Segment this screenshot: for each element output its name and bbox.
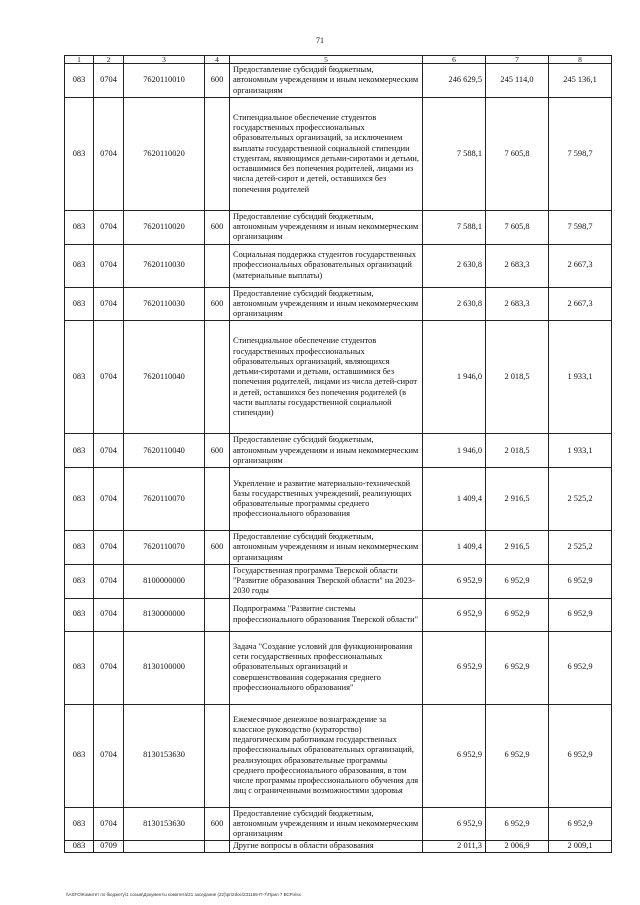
admin-code-cell: 083: [65, 704, 94, 807]
amount-cell-col7: 6 952,9: [486, 704, 549, 807]
amount-cell-col8: 1 933,1: [549, 321, 612, 434]
admin-code-cell: 083: [65, 807, 94, 841]
admin-code-cell: 083: [65, 321, 94, 434]
table-row: [65, 434, 612, 468]
amount-cell-col7: 2 916,5: [486, 468, 549, 531]
target-article-cell: [124, 841, 205, 852]
table-row: [65, 598, 612, 631]
amount-cell-col6: 2 011,3: [423, 841, 486, 852]
target-article-cell: 8130153630: [124, 704, 205, 807]
admin-code-cell: 083: [65, 64, 94, 98]
column-header: 1: [65, 56, 94, 64]
section-code-cell: 0704: [94, 468, 124, 531]
target-article-cell: 8130100000: [124, 631, 205, 704]
item-name-cell: Стипендиальное обеспечение студентов государственных профессиональных образовательных организаций, за исключением выплаты государственной социальной стипендии студентам, являющимся детьми-сиротами и детьми, оставшимися без попечения родителей, лицами из числа детей-сирот и детей, оставшихся без попечения родителей: [230, 97, 423, 210]
target-article-cell: 7620110030: [124, 244, 205, 287]
amount-cell-col7: 7 605,8: [486, 97, 549, 210]
page-number: 71: [316, 36, 324, 45]
amount-cell-col6: 1 409,4: [423, 468, 486, 531]
expense-type-cell: [205, 321, 230, 434]
section-code-cell: 0704: [94, 97, 124, 210]
item-name-cell: Ежемесячное денежное вознаграждение за классное руководство (кураторство) педагогическим работникам государственных профессиональных образовательных организаций, реализующих образовательные программы среднего профессионального образования, в том числе программы профессионального обучения для лиц с ограниченными возможностями здоровья: [230, 704, 423, 807]
item-name-cell: Предоставление субсидий бюджетным, автономным учреждениям и иным некоммерческим организациям: [230, 434, 423, 468]
file-path-footer: \\ASFO\Комитет по бюджету\1 созыв\Документы комитета\21 заседание (22)\pr\2doc\231165-П-7\Прил 7 ВСР.xlsx: [66, 892, 301, 897]
table-row: [65, 531, 612, 565]
amount-cell-col8: 6 952,9: [549, 631, 612, 704]
section-code-cell: 0704: [94, 598, 124, 631]
amount-cell-col6: 6 952,9: [423, 807, 486, 841]
section-code-cell: 0704: [94, 807, 124, 841]
table-header-row: [65, 56, 612, 64]
amount-cell-col6: 7 588,1: [423, 97, 486, 210]
amount-cell-col8: 6 952,9: [549, 704, 612, 807]
admin-code-cell: 083: [65, 598, 94, 631]
amount-cell-col8: 6 952,9: [549, 564, 612, 598]
admin-code-cell: 083: [65, 531, 94, 565]
column-header: 8: [549, 56, 612, 64]
budget-table: [64, 55, 612, 853]
amount-cell-col6: 7 588,1: [423, 210, 486, 244]
amount-cell-col7: 2 018,5: [486, 434, 549, 468]
column-header: 4: [205, 56, 230, 64]
target-article-cell: 7620110040: [124, 434, 205, 468]
target-article-cell: 7620110030: [124, 287, 205, 321]
table-row: [65, 631, 612, 704]
target-article-cell: 7620110070: [124, 468, 205, 531]
amount-cell-col7: 6 952,9: [486, 631, 549, 704]
table-row: [65, 210, 612, 244]
expense-type-cell: [205, 841, 230, 852]
expense-type-cell: 600: [205, 210, 230, 244]
amount-cell-col7: 6 952,9: [486, 598, 549, 631]
amount-cell-col8: 1 933,1: [549, 434, 612, 468]
section-code-cell: 0704: [94, 434, 124, 468]
item-name-cell: Подпрограмма "Развитие системы профессионального образования Тверской области": [230, 598, 423, 631]
admin-code-cell: 083: [65, 287, 94, 321]
target-article-cell: 8130000000: [124, 598, 205, 631]
table-row: [65, 841, 612, 852]
expense-type-cell: 600: [205, 64, 230, 98]
table-row: [65, 704, 612, 807]
amount-cell-col8: 7 598,7: [549, 210, 612, 244]
table-row: [65, 807, 612, 841]
amount-cell-col8: 2 525,2: [549, 531, 612, 565]
amount-cell-col6: 6 952,9: [423, 704, 486, 807]
amount-cell-col6: 6 952,9: [423, 598, 486, 631]
column-header: 6: [423, 56, 486, 64]
amount-cell-col8: 2 525,2: [549, 468, 612, 531]
amount-cell-col6: 1 946,0: [423, 321, 486, 434]
section-code-cell: 0704: [94, 210, 124, 244]
admin-code-cell: 083: [65, 468, 94, 531]
amount-cell-col6: 2 630,8: [423, 244, 486, 287]
item-name-cell: Предоставление субсидий бюджетным, автономным учреждениям и иным некоммерческим организациям: [230, 531, 423, 565]
expense-type-cell: 600: [205, 434, 230, 468]
expense-type-cell: 600: [205, 531, 230, 565]
amount-cell-col6: 2 630,8: [423, 287, 486, 321]
target-article-cell: 7620110070: [124, 531, 205, 565]
expense-type-cell: 600: [205, 807, 230, 841]
amount-cell-col7: 245 114,0: [486, 64, 549, 98]
amount-cell-col8: 7 598,7: [549, 97, 612, 210]
item-name-cell: Предоставление субсидий бюджетным, автономным учреждениям и иным некоммерческим организациям: [230, 807, 423, 841]
expense-type-cell: [205, 598, 230, 631]
amount-cell-col6: 1 409,4: [423, 531, 486, 565]
table-row: [65, 287, 612, 321]
item-name-cell: Стипендиальное обеспечение студентов государственных профессиональных образовательных организаций, являющихся детьми-сиротами и детьми, оставшимися без попечения родителей, лицами из числа детей-сирот и детей, оставшихся без попечения родителей (в части выплаты государственной социальной стипендии): [230, 321, 423, 434]
table-row: [65, 564, 612, 598]
amount-cell-col8: 2 009,1: [549, 841, 612, 852]
expense-type-cell: [205, 564, 230, 598]
item-name-cell: Предоставление субсидий бюджетным, автономным учреждениям и иным некоммерческим организациям: [230, 287, 423, 321]
amount-cell-col7: 6 952,9: [486, 564, 549, 598]
amount-cell-col8: 2 667,3: [549, 287, 612, 321]
expense-type-cell: [205, 468, 230, 531]
table-row: [65, 97, 612, 210]
section-code-cell: 0704: [94, 244, 124, 287]
target-article-cell: 7620110020: [124, 210, 205, 244]
section-code-cell: 0704: [94, 704, 124, 807]
admin-code-cell: 083: [65, 841, 94, 852]
admin-code-cell: 083: [65, 434, 94, 468]
amount-cell-col7: 2 018,5: [486, 321, 549, 434]
amount-cell-col6: 6 952,9: [423, 564, 486, 598]
amount-cell-col8: 6 952,9: [549, 807, 612, 841]
item-name-cell: Социальная поддержка студентов государственных профессиональных образовательных организаций (материальные выплаты): [230, 244, 423, 287]
column-header: 3: [124, 56, 205, 64]
expense-type-cell: [205, 244, 230, 287]
amount-cell-col6: 246 629,5: [423, 64, 486, 98]
amount-cell-col8: 6 952,9: [549, 598, 612, 631]
expense-type-cell: [205, 631, 230, 704]
item-name-cell: Предоставление субсидий бюджетным, автономным учреждениям и иным некоммерческим организациям: [230, 210, 423, 244]
amount-cell-col7: 2 006,9: [486, 841, 549, 852]
target-article-cell: 8100000000: [124, 564, 205, 598]
admin-code-cell: 083: [65, 564, 94, 598]
amount-cell-col7: 6 952,9: [486, 807, 549, 841]
expense-type-cell: 600: [205, 287, 230, 321]
table-row: [65, 468, 612, 531]
section-code-cell: 0704: [94, 287, 124, 321]
target-article-cell: 7620110010: [124, 64, 205, 98]
admin-code-cell: 083: [65, 210, 94, 244]
section-code-cell: 0704: [94, 531, 124, 565]
section-code-cell: 0704: [94, 64, 124, 98]
expense-type-cell: [205, 97, 230, 210]
target-article-cell: 8130153630: [124, 807, 205, 841]
section-code-cell: 0704: [94, 564, 124, 598]
section-code-cell: 0704: [94, 631, 124, 704]
table-row: [65, 244, 612, 287]
target-article-cell: 7620110020: [124, 97, 205, 210]
amount-cell-col7: 2 683,3: [486, 287, 549, 321]
column-header: 2: [94, 56, 124, 64]
admin-code-cell: 083: [65, 244, 94, 287]
item-name-cell: Государственная программа Тверской области "Развитие образования Тверской области" на 2023-2030 годы: [230, 564, 423, 598]
amount-cell-col7: 2 683,3: [486, 244, 549, 287]
expense-type-cell: [205, 704, 230, 807]
amount-cell-col7: 2 916,5: [486, 531, 549, 565]
target-article-cell: 7620110040: [124, 321, 205, 434]
table-row: [65, 64, 612, 98]
section-code-cell: 0709: [94, 841, 124, 852]
item-name-cell: Задача "Создание условий для функционирования сети государственных профессиональных образовательных организаций и совершенствования содержания среднего профессионального образования": [230, 631, 423, 704]
amount-cell-col8: 2 667,3: [549, 244, 612, 287]
admin-code-cell: 083: [65, 631, 94, 704]
column-header: 7: [486, 56, 549, 64]
item-name-cell: Укрепление и развитие материально-технической базы государственных учреждений, реализующих образовательные программы среднего профессионального образования: [230, 468, 423, 531]
amount-cell-col7: 7 605,8: [486, 210, 549, 244]
item-name-cell: Другие вопросы в области образования: [230, 841, 423, 852]
amount-cell-col6: 6 952,9: [423, 631, 486, 704]
item-name-cell: Предоставление субсидий бюджетным, автономным учреждениям и иным некоммерческим организациям: [230, 64, 423, 98]
section-code-cell: 0704: [94, 321, 124, 434]
table-row: [65, 321, 612, 434]
admin-code-cell: 083: [65, 97, 94, 210]
amount-cell-col6: 1 946,0: [423, 434, 486, 468]
column-header: 5: [230, 56, 423, 64]
amount-cell-col8: 245 136,1: [549, 64, 612, 98]
